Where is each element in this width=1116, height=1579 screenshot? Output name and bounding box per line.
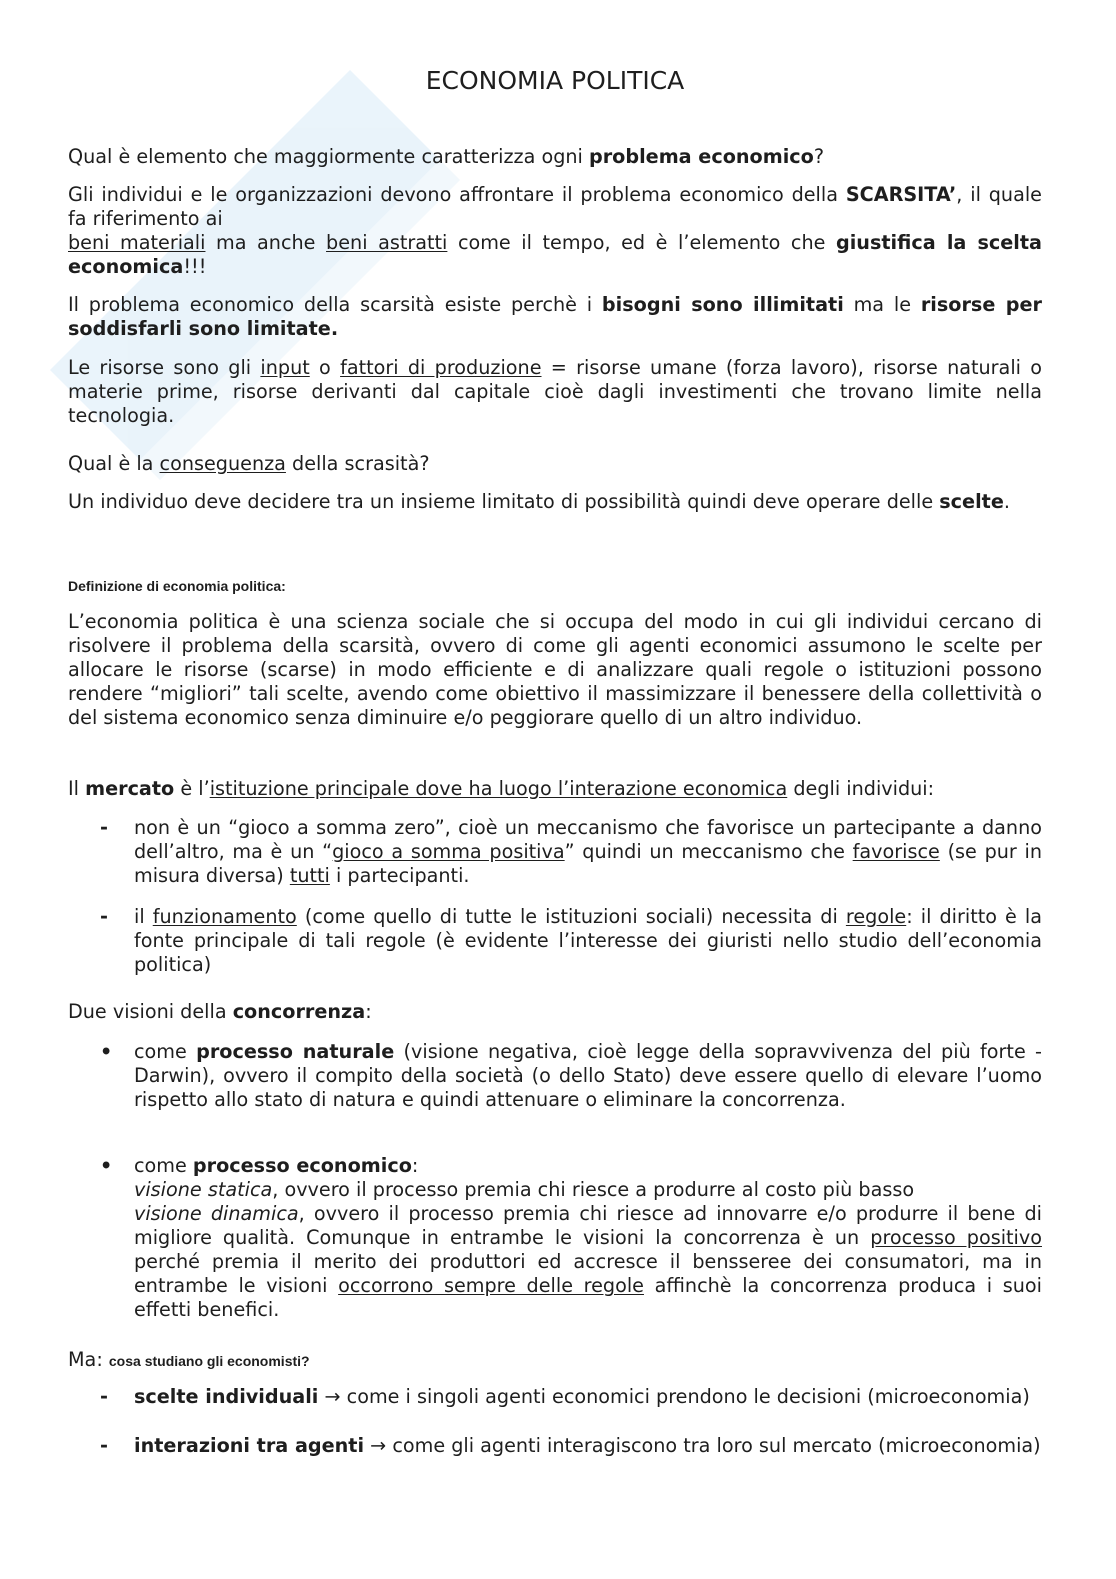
dash-bullet: -	[100, 905, 108, 928]
list-item: non è un “gioco a somma zero”, cioè un meccanismo che favorisce un partecipante a danno dell’altro, ma è un “gioco a somma positiva” quindi un meccanismo che favorisce (se pur in misura diversa) tutti i partecipanti.	[134, 816, 1043, 887]
list-item: come processo economico: visione statica, ovvero il processo premia chi riesce a produrre al costo più basso visione dinamica, ovvero il processo premia chi riesce ad innovarre e/o produrre il bene di migliore qualità. Comunque in entrambe le visioni la concorrenza è un processo positivo perché premia il merito dei produttori ed accresce il bensseree dei consumatori, ma in entrambe le visioni occorrono sempre delle regole affinchè la concorrenza produca i suoi effetti benefici.	[134, 1154, 1042, 1321]
list-item: interazioni tra agenti → come gli agenti interagiscono tra loro sul mercato (microeconomia)	[134, 1434, 1041, 1457]
dot-bullet: •	[100, 1154, 113, 1177]
dot-bullet: •	[100, 1040, 113, 1063]
paragraph-mercato: Il mercato è l’istituzione principale dove ha luogo l’interazione economica degli individui:	[68, 777, 935, 800]
list-item: scelte individuali → come i singoli agenti economici prendono le decisioni (microeconomia)	[134, 1385, 1030, 1408]
paragraph-scelte: Un individuo deve decidere tra un insieme limitato di possibilità quindi deve operare delle scelte.	[68, 490, 1010, 513]
paragraph-concorrenza: Due visioni della concorrenza:	[68, 1000, 372, 1023]
paragraph-economisti: Ma: cosa studiano gli economisti?	[68, 1348, 310, 1371]
paragraph-bisogni: Il problema economico della scarsità esiste perchè i bisogni sono illimitati ma le risorse per soddisfarli sono limitate.	[68, 293, 1042, 340]
question-1: Qual è elemento che maggiormente caratterizza ogni problema economico?	[68, 145, 825, 168]
dash-bullet: -	[100, 1434, 108, 1457]
dash-bullet: -	[100, 1385, 108, 1408]
paragraph-scarsita: Gli individui e le organizzazioni devono affrontare il problema economico della SCARSITA’, il quale fa riferimento ai beni materiali ma anche beni astratti come il tempo, ed è l’elemento che giustifica la scelta economica!!!	[68, 183, 1042, 278]
page-title: ECONOMIA POLITICA	[425, 66, 685, 95]
question-2: Qual è la conseguenza della scrasità?	[68, 452, 430, 475]
list-item: come processo naturale (visione negativa, cioè legge della sopravvivenza del più forte - Darwin), ovvero il compito della società (o dello Stato) deve essere quello di elevare l’uomo rispetto allo stato di natura e quindi attenuare o eliminare la concorrenza.	[134, 1040, 1042, 1111]
paragraph-risorse: Le risorse sono gli input o fattori di produzione = risorse umane (forza lavoro), risorse naturali o materie prime, risorse derivanti dal capitale cioè dagli investimenti che trovano limite nella tecnologia.	[68, 356, 1042, 427]
section-heading: Definizione di economia politica:	[68, 578, 286, 594]
paragraph-definizione: L’economia politica è una scienza sociale che si occupa del modo in cui gli individui cercano di risolvere il problema della scarsità, ovvero di come gli agenti economici assumono le scelte per allocare le risorse (scarse) in modo efficiente e di analizzare quali regole o istituzioni possono rendere “migliori” tali scelte, avendo come obiettivo il massimizzare il benessere della collettività o del sistema economico senza diminuire e/o peggiorare quello di un altro individuo.	[68, 610, 1042, 729]
dash-bullet: -	[100, 816, 108, 839]
list-item: il funzionamento (come quello di tutte le istituzioni sociali) necessita di regole: il diritto è la fonte principale di tali regole (è evidente l’interesse dei giuristi nello studio dell’economia politica)	[134, 905, 1043, 976]
